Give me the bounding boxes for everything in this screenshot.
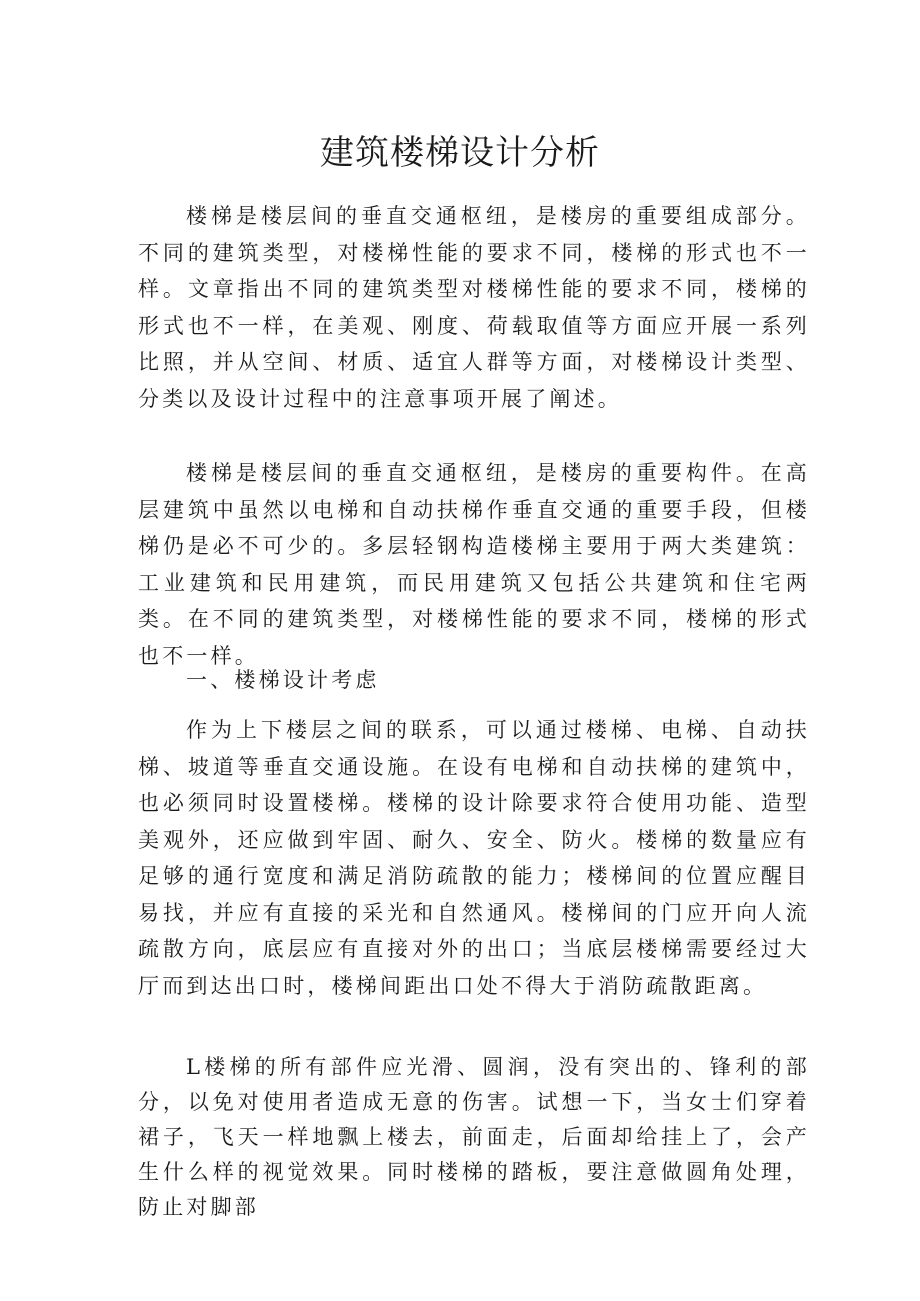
document-title: 建筑楼梯设计分析 [320, 133, 600, 173]
paragraph-design-considerations: 作为上下楼层之间的联系，可以通过楼梯、电梯、自动扶梯、坡道等垂直交通设施。在设有电梯和自动扶梯的建筑中，也必须同时设置楼梯。楼梯的设计除要求符合使用功能、造型美观外，还应做到牢固、耐久、安全、防火。楼梯的数量应有足够的通行宽度和满足消防疏散的能力；楼梯间的位置应醒目易找，并应有直接的采光和自然通风。楼梯间的门应开向人流疏散方向，底层应有直接对外的出口；当底层楼梯需要经过大厅而到达出口时，楼梯间距出口处不得大于消防疏散距离。 [138, 718, 810, 998]
paragraph-intro: 楼梯是楼层间的垂直交通枢纽，是楼房的重要组成部分。不同的建筑类型，对楼梯性能的要求不同，楼梯的形式也不一样。文章指出不同的建筑类型对楼梯性能的要求不同，楼梯的形式也不一样，在美观、刚度、荷载取值等方面应开展一系列比照，并从空间、材质、适宜人群等方面，对楼梯设计类型、分类以及设计过程中的注意事项开展了阐述。 [138, 204, 810, 411]
section-heading: 一、楼梯设计考虑 [186, 668, 380, 692]
paragraph-overview: 楼梯是楼层间的垂直交通枢纽，是楼房的重要构件。在高层建筑中虽然以电梯和自动扶梯作垂直交通的重要手段，但楼梯仍是必不可少的。多层轻钢构造楼梯主要用于两大类建筑：工业建筑和民用建筑，而民用建筑又包括公共建筑和住宅两类。在不同的建筑类型，对楼梯性能的要求不同，楼梯的形式也不一样。 [138, 461, 810, 668]
paragraph-safety: L楼梯的所有部件应光滑、圆润，没有突出的、锋利的部分，以免对使用者造成无意的伤害。试想一下，当女士们穿着裙子，飞天一样地飘上楼去，前面走，后面却给挂上了，会产生什么样的视觉效果。同时楼梯的踏板，要注意做圆角处理，防止对脚部 [138, 1055, 810, 1219]
